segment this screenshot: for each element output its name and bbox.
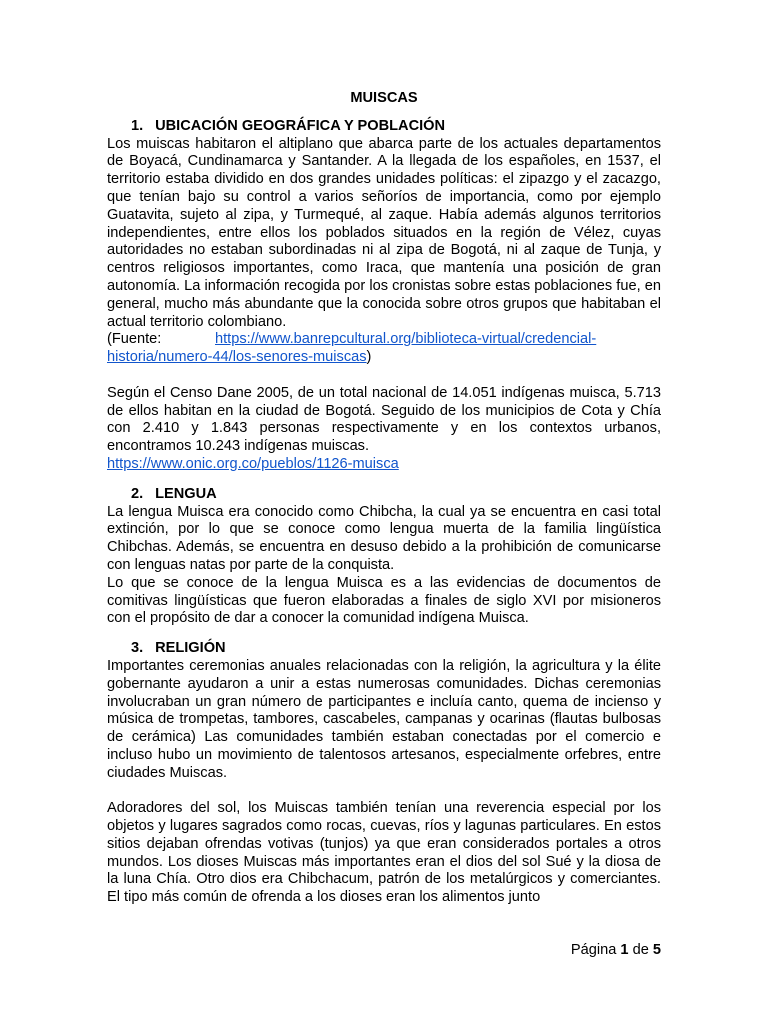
source-link-banrep[interactable]: https://www.banrepcultural.org/biblioteca-virtual/credencial-historia/numero-44/los-senores-muiscas [107, 331, 597, 366]
section-title: UBICACIÓN GEOGRÁFICA Y POBLACIÓN [155, 117, 446, 134]
source-citation [107, 331, 661, 367]
paragraph-ubicacion: Los muiscas habitaron el altiplano que abarca parte de los actuales departamentos de Boyacá, Cundinamarca y Santander. A la llegada de los españoles, en 1537, el territorio estaba dividido en dos grandes unidades políticas: el zipazgo y el zacazgo, que tenían bajo su control a varios señoríos de importancia, como por ejemplo Guatavita, sujeto al zipa, y Turmequé, al zaque. Había además algunos territorios independientes, entre ellos los poblados situados en la región de Vélez, cuyas autoridades no estaban subordinadas ni al zipa de Bogotá, ni al zaque de Tunja, y centros religiosos importantes, como Iraca, que mantenía una posición de gran autonomía. La información recogida por los cronistas sobre estas poblaciones fue, en general, mucho más abundante que la conocida sobre otros grupos que habitaban el actual territorio colombiano. [107, 135, 661, 330]
total-pages: 5 [652, 942, 661, 958]
section-title: RELIGIÓN [155, 640, 226, 657]
page-label: Página [570, 942, 617, 958]
section-number: 1. [131, 117, 144, 134]
source-close: ) [366, 349, 372, 366]
source-label: (Fuente: [107, 331, 162, 348]
paragraph-lengua-1: La lengua Muisca era conocido como Chibcha, la cual ya se encuentra en casi total extinción, por lo que se conoce como lengua muerta de la familia lingüística Chibchas. Además, se encuentra en desuso debido a la prohibición de comunicarse con lenguas natas por parte de la conquista. [107, 503, 661, 573]
paragraph-religion-2: Adoradores del sol, los Muiscas también tenían una reverencia especial por los objetos y lugares sagrados como rocas, cuevas, ríos y lagunas particulares. En estos sitios dejaban ofrendas votivas (tunjos) ya que eran considerados portales a otros mundos. Los dioses Muiscas más importantes eran el dios del sol Sué y la diosa de la luna Chía. Otro dios era Chibchacum, patrón de los metalúrgicos y comerciantes. El tipo más común de ofrenda a los dioses eran los alimentos junto [107, 800, 661, 906]
section-heading-ubicacion [107, 118, 661, 136]
section-heading-lengua [107, 486, 661, 504]
source-link-onic[interactable]: https://www.onic.org.co/pueblos/1126-muisca [107, 455, 399, 472]
section-title: LENGUA [155, 485, 217, 502]
document-page [107, 90, 661, 907]
section-number: 2. [131, 485, 144, 502]
paragraph-religion-1: Importantes ceremonias anuales relacionadas con la religión, la agricultura y la élite gobernante ayudaron a unir a estas numerosas comunidades. Dichas ceremonias involucraban un gran número de participantes e incluía canto, quema de incienso y música de trompetas, tambores, cascabeles, campanas y ocarinas (flautas bulbosas de cerámica) Las comunidades también estaban conectadas por el comercio e incluso hubo un movimiento de talentosos artesanos, especialmente orfebres, entre ciudades Muiscas. [107, 657, 661, 781]
paragraph-lengua-2: Lo que se conoce de la lengua Muisca es a las evidencias de documentos de comitivas lingüísticas que fueron elaboradas a finales de siglo XVI por misioneros con el propósito de dar a conocer la comunidad indígena Muisca. [107, 574, 661, 627]
section-heading-religion [107, 640, 661, 658]
of-label: de [632, 942, 649, 958]
section-number: 3. [131, 640, 144, 657]
current-page: 1 [620, 942, 629, 958]
document-title: MUISCAS [350, 90, 418, 106]
page-number-footer [571, 942, 661, 958]
paragraph-censo: Según el Censo Dane 2005, de un total nacional de 14.051 indígenas muisca, 5.713 de ellos habitan en la ciudad de Bogotá. Seguido de los municipios de Cota y Chía con 2.410 y 1.843 personas respectivamente y en los contextos urbanos, encontramos 10.243 indígenas muiscas. [107, 384, 661, 455]
